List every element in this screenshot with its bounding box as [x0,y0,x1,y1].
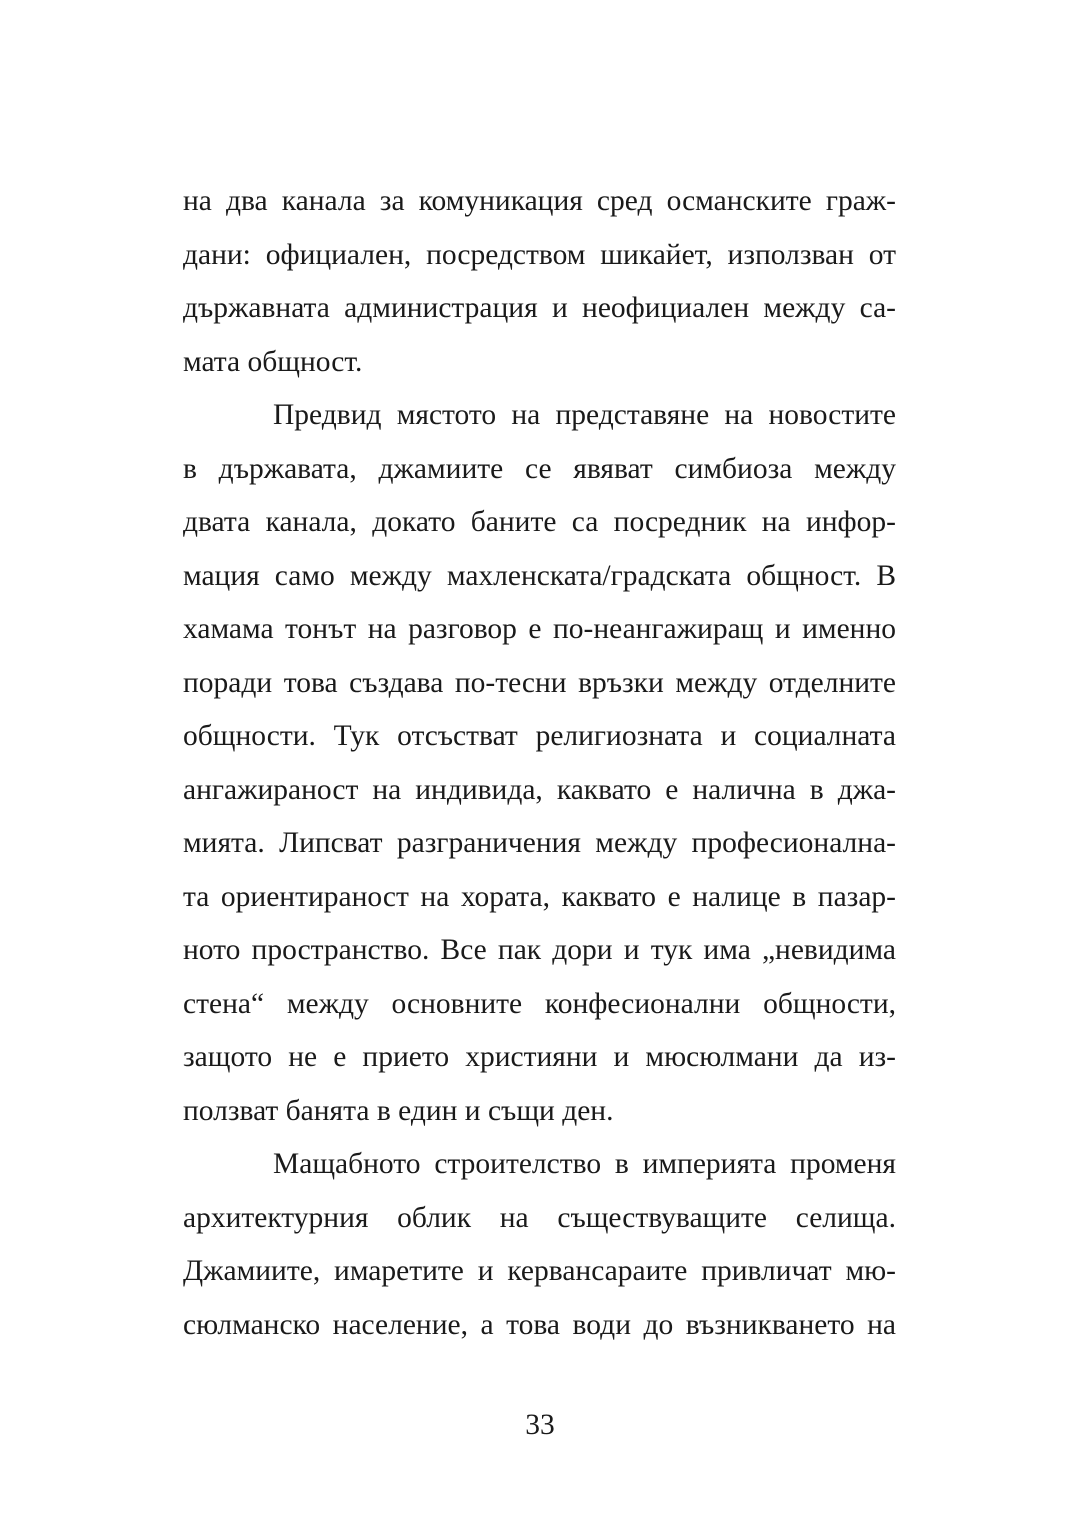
text-line: общности. Тук отсъстват религиозната и социалната [183,720,896,752]
text-line: стена“ между основните конфесионални общности, [183,987,896,1020]
text-line: в държавата, джамиите се явяват симбиоза между [183,452,896,485]
page-number: 33 [525,1409,555,1441]
text-line: ангажираност на индивида, каквато е налична в джа- [183,773,896,806]
text-line: на два канала за комуникация сред османските граж- [183,185,896,217]
text-line: Джамиите, имаретите и кервансараите привличат мю- [183,1255,896,1287]
text-line: двата канала, докато баните са посредник на инфор- [183,506,896,538]
body-text [183,175,896,1352]
text-line: дани: официален, посредством шикайет, използван от [183,238,896,271]
text-line: Мащабното строителство в империята променя [273,1148,896,1180]
text-line: мата общност. [183,345,363,378]
text-line: ползват банята в един и същи ден. [183,1094,614,1127]
text-line: та ориентираност на хората, каквато е налице в пазар- [183,880,896,913]
text-line: архитектурния облик на съществуващите селища. [183,1201,896,1234]
text-line: държавната администрация и неофициален между са- [183,292,896,324]
text-line: поради това създава по-тесни връзки между отделните [183,666,896,699]
text-line: мията. Липсват разграничения между професионална- [183,827,896,859]
text-line: защото не е прието християни и мюсюлмани да из- [183,1041,896,1073]
text-line: хамама тонът на разговор е по-неангажиращ и именно [183,613,896,645]
text-line: сюлманско население, а това води до възникването на [183,1308,896,1341]
text-line: Предвид мястото на представяне на новостите [273,399,896,431]
text-line: мация само между махленската/градската общност. В [183,559,896,592]
text-line: ното пространство. Все пак дори и тук има „невидима [183,934,896,966]
